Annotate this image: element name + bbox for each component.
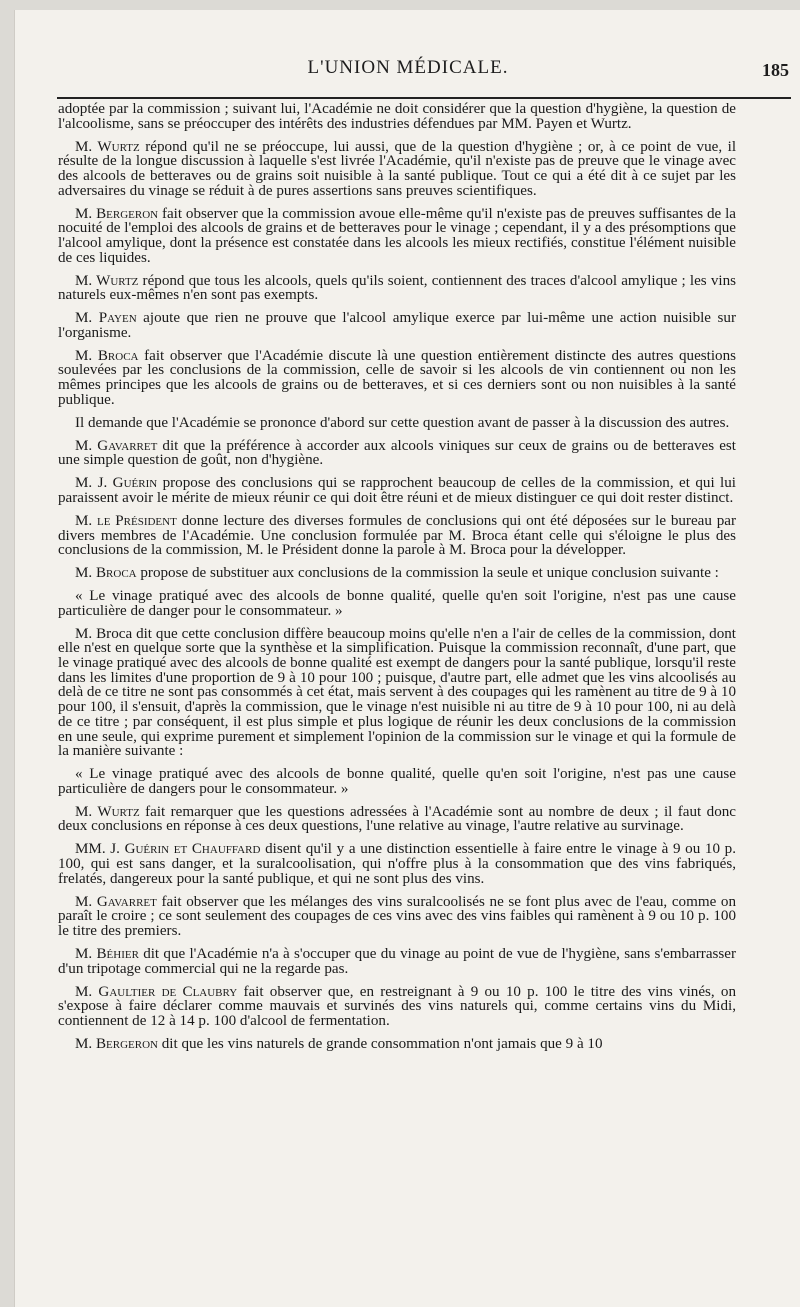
speaker-name: M. Wurtz (75, 138, 140, 155)
paragraph: M. Wurtz répond qu'il ne se préoccupe, lui aussi, que de la question d'hygiène ; or, à ce point de vue, il résulte de la longue discussion à laquelle s'est livrée l'Académie, qu'il n'existe pas de preuve que le vinage avec des alcools de betteraves ou de grains soit nuisible à la santé publique. Tout ce qui a été dit à ce sujet par les adversaires du vinage se réduit à de pures assertions sans preuves scientifiques. (58, 138, 737, 199)
page-number: 185 (762, 60, 789, 80)
speaker-name: M. Gavarret (75, 893, 157, 910)
speaker-name: M. Gavarret (75, 437, 158, 454)
paragraph: M. Gavarret fait observer que les mélanges des vins suralcoolisés ne se font plus avec de l'eau, comme on paraît le croire ; ce sont seulement des coupages de ces vins avec des vins faibles qui ramènent à 9 ou 10 p. 100 le titre des premiers. (58, 893, 737, 940)
document-page (14, 10, 800, 1307)
speaker-name: MM. J. Guérin et Chauffard (75, 841, 261, 858)
speaker-name: M. Gaultier de Claubry (75, 983, 238, 1000)
speaker-name: M. Béhier (75, 945, 139, 962)
page-header (15, 47, 800, 87)
paragraph: M. Béhier dit que l'Académie n'a à s'occuper que du vinage au point de vue de l'hygiène, sans s'embarrasser d'un tripotage commercial qui ne la regarde pas. (58, 945, 736, 977)
paragraph: M. Wurtz fait remarquer que les questions adressées à l'Académie sont au nombre de deux ; il faut donc deux conclusions en réponse à ces deux questions, l'une relative au vinage, l'autre relative au survinage. (58, 803, 737, 835)
quotation: « Le vinage pratiqué avec des alcools de bonne qualité, quelle qu'en soit l'origine, n'est pas une cause particulière de danger pour le consommateur. » (58, 588, 736, 619)
speaker-name: M. Broca (75, 347, 139, 364)
paragraph: M. Gavarret dit que la préférence à accorder aux alcools viniques sur ceux de grains ou de betteraves est une simple question de goût, non d'hygiène. (58, 437, 736, 469)
paragraph: M. le Président donne lecture des diverses formules de conclusions qui ont été déposées sur le bureau par divers membres de l'Académie. Une conclusion formulée par M. Broca étant celle qui s'éloigne le plus des conclusions de la commission, M. le Président donne la parole à M. Broca pour la développer. (58, 512, 736, 559)
quotation: « Le vinage pratiqué avec des alcools de bonne qualité, quelle qu'en soit l'origine, n'est pas une cause particulière de dangers pour le consommateur. » (58, 766, 736, 797)
speaker-name: M. le Président (75, 512, 177, 529)
paragraph: M. Broca dit que cette conclusion diffère beaucoup moins qu'elle n'en a l'air de celles de la commission, dont elle n'est en quelque sorte que la synthèse et la simplification. Puisque la commission reconnaît, d'une part, que le vinage pratiqué avec des alcools de bonne qualité est exempt de dangers pour la santé publique, lorsqu'il reste dans les limites d'une proportion de 9 à 10 pour 100 ; puisque, d'autre part, elle admet que les vins alcoolisés au delà de ce titre ne sont pas consommés à cet état, mais servent à des coupages qui les ramènent au titre de 9 à 10 pour 100, il s'ensuit, d'après la commission, que le vinage n'est nuisible ni au titre de 9 à 10 pour 100, ni au delà de ce titre ; par conséquent, il est plus simple et plus logique de réunir les deux conclusions de la commission en une seule, qui exprime purement et simplement l'opinion de la commission sur le vinage et qui la formule de la manière suivante : (58, 625, 736, 760)
paragraph: M. Wurtz répond que tous les alcools, quels qu'ils soient, contiennent des traces d'alcool amylique ; les vins naturels eux-mêmes n'en sont pas exempts. (58, 272, 736, 304)
speaker-name: M. Wurtz (75, 272, 139, 289)
paragraph: Il demande que l'Académie se prononce d'abord sur cette question avant de passer à la discussion des autres. (75, 414, 730, 431)
paragraph: M. Payen ajoute que rien ne prouve que l'alcool amylique exerce par lui-même une action nuisible sur l'organisme. (58, 310, 736, 341)
speaker-name: M. J. Guérin (75, 475, 158, 492)
speaker-name: M. Broca (75, 565, 137, 582)
paragraph: adoptée par la commission ; suivant lui, l'Académie ne doit considérer que la question d'hygiène, la question de l'alcoolisme, sans se préoccuper des intérêts des industries défendues par MM. Payen et Wurtz. (58, 101, 736, 132)
paragraph: M. Broca propose de substituer aux conclusions de la commission la seule et unique conclusion suivante : (75, 565, 719, 582)
body-text (58, 102, 736, 1060)
paragraph: M. J. Guérin propose des conclusions qui se rapprochent beaucoup de celles de la commission, et qui lui paraissent avoir le mérite de mieux réunir ce qui doit être réuni et de mieux distinguer ce qui doit rester distinct. (58, 475, 736, 506)
speaker-name: M. Wurtz (75, 803, 140, 820)
paragraph: M. Broca fait observer que l'Académie discute là une question entièrement distincte des autres questions soulevées par les conclusions de la commission, celle de savoir si les alcools de vin contiennent ou non les mêmes principes que les alcools de grains ou de betteraves, et si ces derniers sont ou non nuisibles à la santé publique. (58, 347, 736, 408)
running-title: L'UNION MÉDICALE. (307, 57, 509, 78)
paragraph: M. Gaultier de Claubry fait observer que, en restreignant à 9 ou 10 p. 100 le titre des vins vinés, on s'expose à faire déclarer comme mauvais et survinés des vins naturels qui, comme certains vins du Midi, contiennent de 12 à 14 p. 100 d'alcool de fermentation. (58, 983, 736, 1029)
speaker-name: M. Bergeron (75, 205, 159, 222)
paragraph: M. Bergeron fait observer que la commission avoue elle-même qu'il n'existe pas de preuves suffisantes de la nocuité de l'emploi des alcools de grains et de betteraves pour le vinage ; cependant, il y a des présomptions que l'alcool amylique, dont la présence est constatée dans les alcools les mieux rectifiés, constitue l'élément nuisible de ces liquides. (58, 205, 736, 266)
speaker-name: M. Payen (75, 310, 137, 327)
speaker-name: M. Bergeron (75, 1035, 158, 1052)
header-rule (57, 97, 791, 99)
paragraph: MM. J. Guérin et Chauffard disent qu'il y a une distinction essentielle à faire entre le vinage à 9 ou 10 p. 100, qui est sans danger, et la suralcoolisation, qui n'offre plus à la consommation que des vins fabriqués, frelatés, dangereux pour la santé publique, et qui ne sont plus des vins. (58, 841, 736, 887)
paragraph: M. Bergeron dit que les vins naturels de grande consommation n'ont jamais que 9 à 10 (75, 1035, 603, 1052)
